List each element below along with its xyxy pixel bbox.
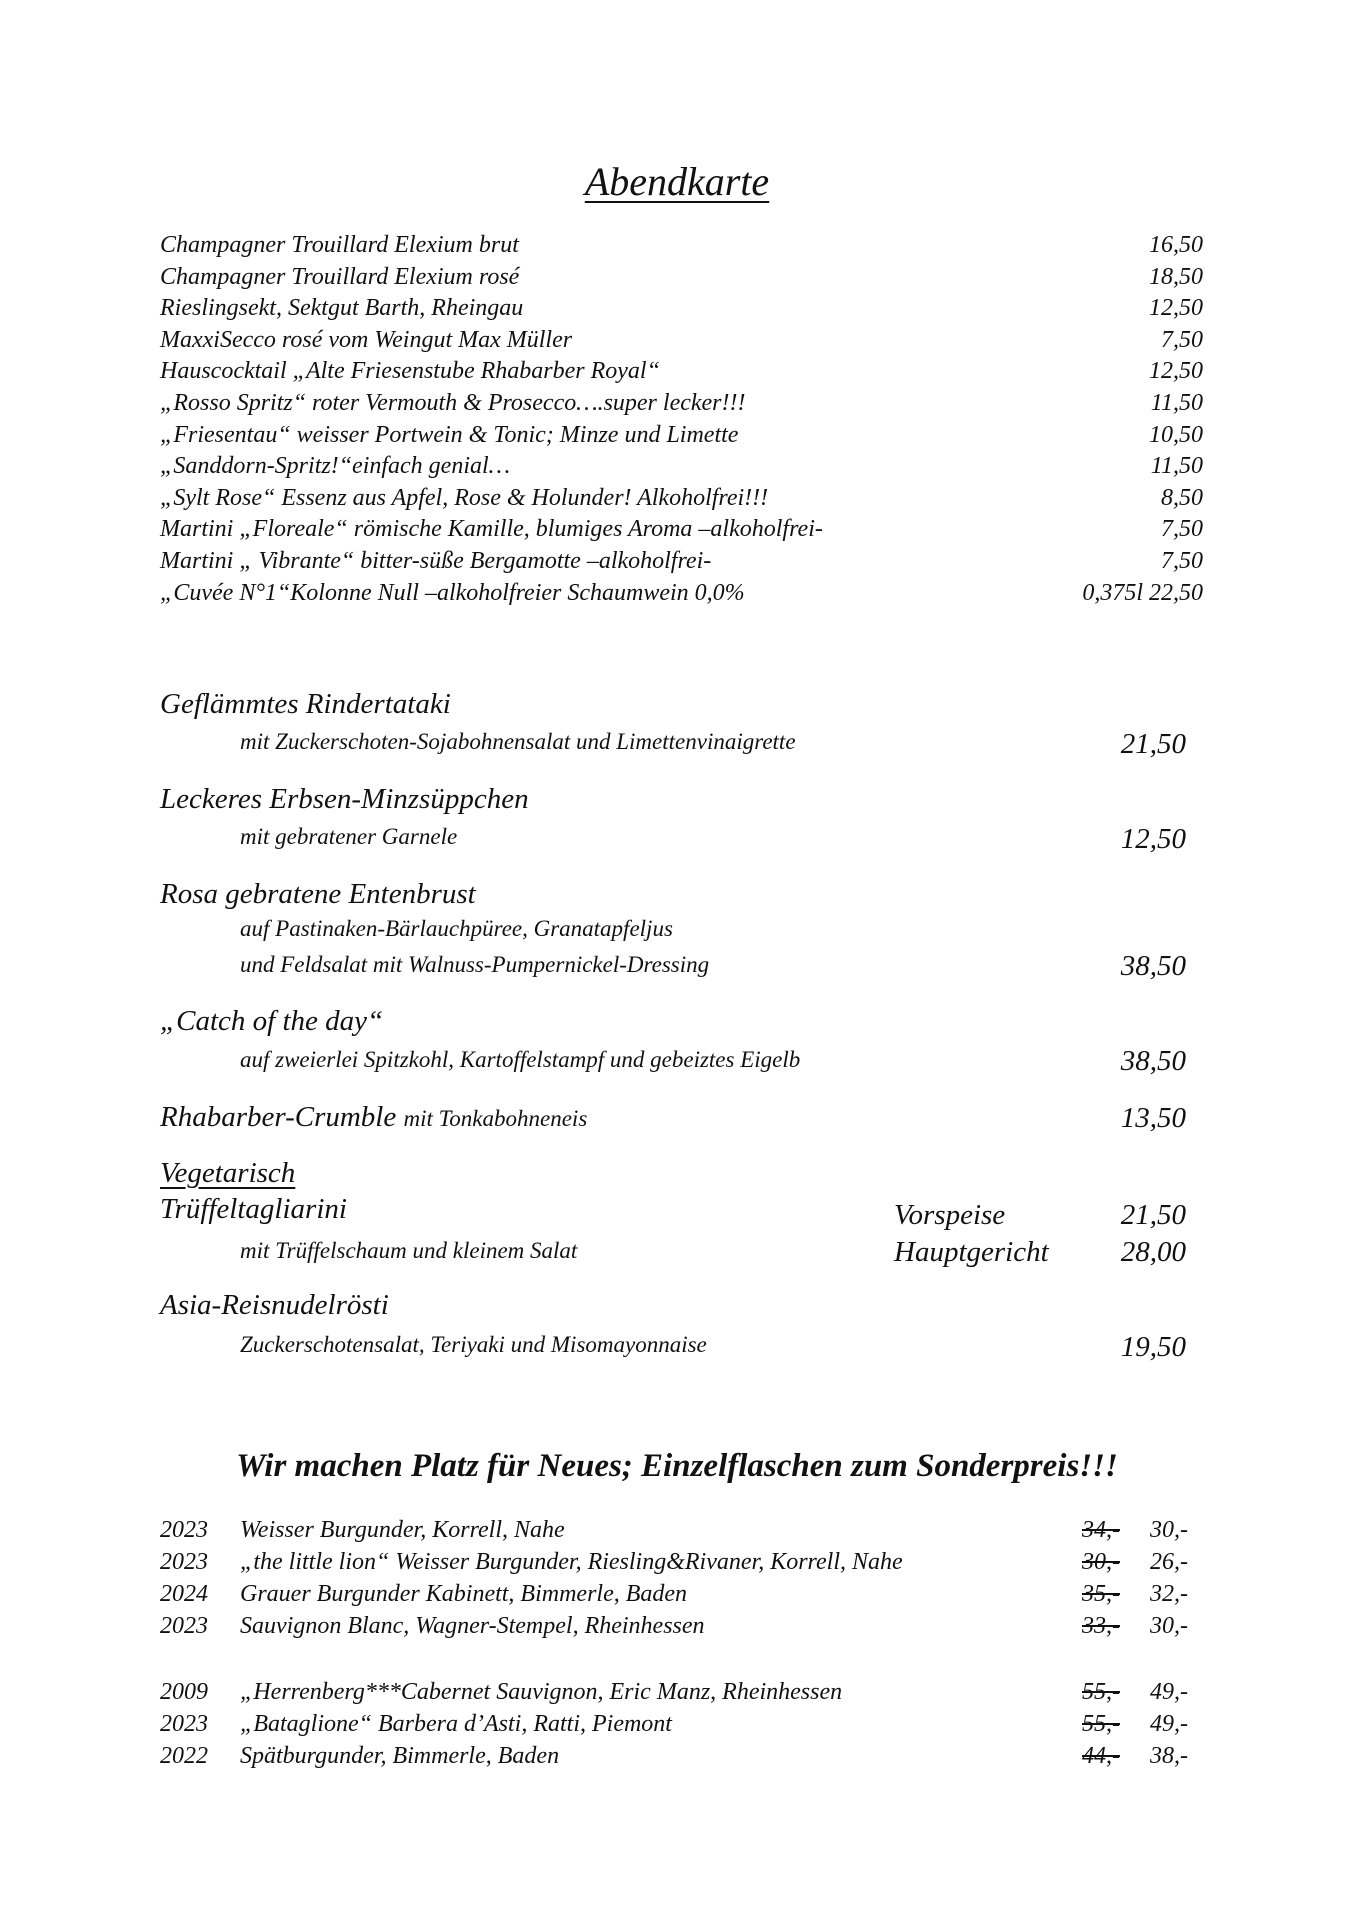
drink-name: „Cuvée N°1“Kolonne Null –alkoholfreier Schaumwein 0,0% — [160, 579, 745, 606]
wine-name: Weisser Burgunder, Korrell, Nahe — [240, 1517, 565, 1543]
table-row — [160, 1578, 1200, 1610]
dish-desc-duck-2: und Feldsalat mit Walnuss-Pumpernickel-Dressing — [240, 952, 710, 977]
list-item — [160, 293, 1203, 325]
drink-name: Rieslingsekt, Sektgut Barth, Rheingau — [160, 295, 524, 322]
vegetarian-heading: Vegetarisch — [160, 1157, 296, 1189]
wine-name: Spätburgunder, Bimmerle, Baden — [240, 1743, 560, 1769]
wine-old-price: 35,- — [1082, 1581, 1120, 1607]
drink-price: 12,50 — [1149, 295, 1203, 322]
wine-year: 2023 — [160, 1517, 208, 1543]
drink-name: MaxxiSecco rosé vom Weingut Max Müller — [160, 326, 573, 353]
list-item — [160, 388, 1203, 420]
dish-desc-catch: auf zweierlei Spitzkohl, Kartoffelstampf und gebeiztes Eigelb — [240, 1047, 801, 1072]
dish-price-asia: 19,50 — [1120, 1331, 1186, 1363]
drink-price: 7,50 — [1161, 326, 1203, 353]
table-row — [160, 1740, 1200, 1772]
drinks-list — [160, 230, 1203, 609]
wine-year: 2023 — [160, 1613, 208, 1639]
wine-name: „Herrenberg***Cabernet Sauvignon, Eric Manz, Rheinhessen — [240, 1679, 843, 1705]
wine-name: Grauer Burgunder Kabinett, Bimmerle, Baden — [240, 1581, 688, 1607]
list-item — [160, 546, 1203, 578]
drink-price: 11,50 — [1150, 389, 1203, 416]
list-item — [160, 420, 1203, 452]
dish-price-crumble: 13,50 — [1120, 1102, 1186, 1134]
dish-desc-soup: mit gebratener Garnele — [240, 824, 458, 849]
dish-title-truffle: Trüffeltagliarini — [160, 1193, 347, 1225]
drink-name: „Rosso Spritz“ roter Vermouth & Prosecco….super lecker!!! — [160, 389, 746, 416]
starter-price: 21,50 — [1120, 1199, 1186, 1231]
table-row — [160, 1514, 1200, 1546]
wine-new-price: 30,- — [1150, 1517, 1188, 1543]
drink-price: 12,50 — [1149, 358, 1203, 385]
wine-year: 2022 — [160, 1743, 208, 1769]
drink-name: „Sylt Rose“ Essenz aus Apfel, Rose & Holunder! Alkoholfrei!!! — [160, 484, 769, 511]
dish-desc-duck-1: auf Pastinaken-Bärlauchpüree, Granatapfeljus — [240, 916, 673, 941]
table-row — [160, 1546, 1200, 1578]
wine-new-price: 38,- — [1150, 1743, 1188, 1769]
dish-desc-tataki: mit Zuckerschoten-Sojabohnensalat und Limettenvinaigrette — [240, 729, 796, 754]
drink-name: Martini „Floreale“ römische Kamille, blumiges Aroma –alkoholfrei- — [160, 516, 823, 543]
drink-name: Hauscocktail „Alte Friesenstube Rhabarber Royal“ — [160, 358, 660, 385]
wine-old-price: 55,- — [1082, 1679, 1120, 1705]
wine-year: 2024 — [160, 1581, 208, 1607]
wine-old-price: 33,- — [1082, 1613, 1120, 1639]
drink-price: 7,50 — [1161, 516, 1203, 543]
table-row — [160, 1708, 1200, 1740]
dish-desc-truffle: mit Trüffelschaum und kleinem Salat — [240, 1238, 578, 1263]
drink-name: „Friesentau“ weisser Portwein & Tonic; Minze und Limette — [160, 421, 739, 448]
list-item — [160, 451, 1203, 483]
starter-label: Vorspeise — [894, 1199, 1006, 1231]
drink-price: 16,50 — [1149, 232, 1203, 258]
dish-price-tataki: 21,50 — [1120, 728, 1186, 760]
wine-name: Sauvignon Blanc, Wagner-Stempel, Rheinhessen — [240, 1613, 705, 1639]
wine-year: 2009 — [160, 1679, 208, 1705]
dish-price-duck: 38,50 — [1120, 950, 1186, 982]
wine-name: „the little lion“ Weisser Burgunder, Riesling&Rivaner, Korrell, Nahe — [240, 1549, 903, 1575]
dish-title-duck: Rosa gebratene Entenbrust — [160, 878, 476, 910]
wine-new-price: 49,- — [1150, 1679, 1188, 1705]
wine-year: 2023 — [160, 1549, 208, 1575]
table-row — [160, 1676, 1200, 1708]
table-row — [160, 1610, 1200, 1642]
list-item — [160, 262, 1203, 294]
page-title: Abendkarte — [584, 159, 770, 204]
dish-desc-crumble: mit Tonkabohneneis — [403, 1106, 588, 1131]
drink-price: 11,50 — [1150, 453, 1203, 480]
sale-heading: Wir machen Platz für Neues; Einzelflaschen zum Sonderpreis!!! — [236, 1448, 1118, 1484]
dish-desc-asia: Zuckerschotensalat, Teriyaki und Misomayonnaise — [240, 1332, 707, 1357]
main-course-price: 28,00 — [1120, 1236, 1186, 1268]
list-item — [160, 325, 1203, 357]
wine-year: 2023 — [160, 1711, 208, 1737]
list-item — [160, 230, 1203, 262]
drink-price: 0,375l 22,50 — [1082, 579, 1203, 606]
list-item — [160, 514, 1203, 546]
list-item — [160, 483, 1203, 515]
dish-title-tataki: Geflämmtes Rindertataki — [160, 688, 451, 720]
dish-title-soup: Leckeres Erbsen-Minzsüppchen — [160, 783, 529, 815]
wine-old-price: 30,- — [1082, 1549, 1120, 1575]
wine-new-price: 30,- — [1150, 1613, 1188, 1639]
dish-title-crumble — [160, 1099, 587, 1137]
main-course-label: Hauptgericht — [894, 1236, 1049, 1268]
drink-name: Champagner Trouillard Elexium brut — [160, 232, 519, 258]
drink-name: Champagner Trouillard Elexium rosé — [160, 263, 520, 290]
drink-price: 10,50 — [1149, 421, 1203, 448]
wine-new-price: 32,- — [1150, 1581, 1188, 1607]
drink-name: Martini „ Vibrante“ bitter-süße Bergamotte –alkoholfrei- — [160, 547, 712, 574]
drink-price: 7,50 — [1161, 547, 1203, 574]
list-item — [160, 356, 1203, 388]
wine-old-price: 55,- — [1082, 1711, 1120, 1737]
drink-name: „Sanddorn-Spritz!“einfach genial… — [160, 453, 511, 480]
dish-title-catch: „Catch of the day“ — [160, 1005, 384, 1037]
wine-old-price: 44,- — [1082, 1743, 1120, 1769]
wine-name: „Bataglione“ Barbera d’Asti, Ratti, Piemont — [240, 1711, 672, 1737]
dish-title-crumble-name: Rhabarber-Crumble — [160, 1101, 397, 1133]
dish-price-catch: 38,50 — [1120, 1045, 1186, 1077]
wine-new-price: 26,- — [1150, 1549, 1188, 1575]
wine-new-price: 49,- — [1150, 1711, 1188, 1737]
dish-price-soup: 12,50 — [1120, 823, 1186, 855]
dish-title-asia: Asia-Reisnudelrösti — [160, 1289, 389, 1321]
drink-price: 8,50 — [1161, 484, 1203, 511]
list-item — [160, 578, 1203, 610]
wine-old-price: 34,- — [1082, 1517, 1120, 1543]
drink-price: 18,50 — [1149, 263, 1203, 290]
